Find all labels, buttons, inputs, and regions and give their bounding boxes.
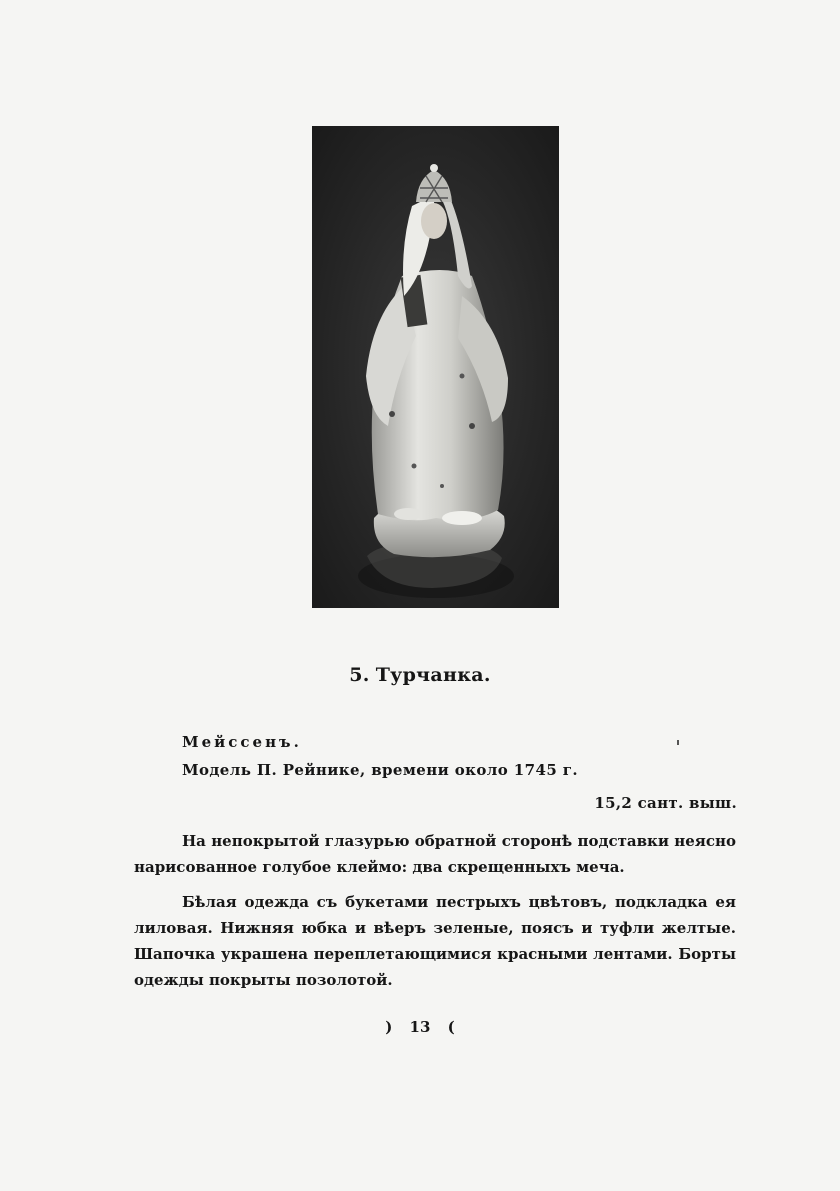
figurine-illustration [312,126,559,608]
page-number: ) 13 ( [385,1018,455,1036]
paragraph-description: Бѣлая одежда съ букетами пестрыхъ цвѣтовъ, подкладка ея лиловая. Нижняя юбка и вѣеръ зеленые, поясъ и туфли желтые. Шапочка украшена переплетающимися красными лентами. Борты одежды покрыты позолотой. [134,893,736,989]
model-line: Модель П. Рейнике, времени около 1745 г. [182,761,578,779]
height-line: 15,2 сант. выш. [594,794,737,812]
figurine-photo [312,126,559,608]
figure-caption [0,664,840,686]
maker-line: Мейссенъ. [182,733,302,751]
stray-mark [677,740,679,745]
caption-number: 5. [349,664,370,686]
caption-title: Турчанка. [375,664,491,686]
paragraph-mark: На непокрытой глазурью обратной сторонѣ подставки неясно нарисованное голубое клеймо: два скрещенныхъ меча. [134,832,736,876]
